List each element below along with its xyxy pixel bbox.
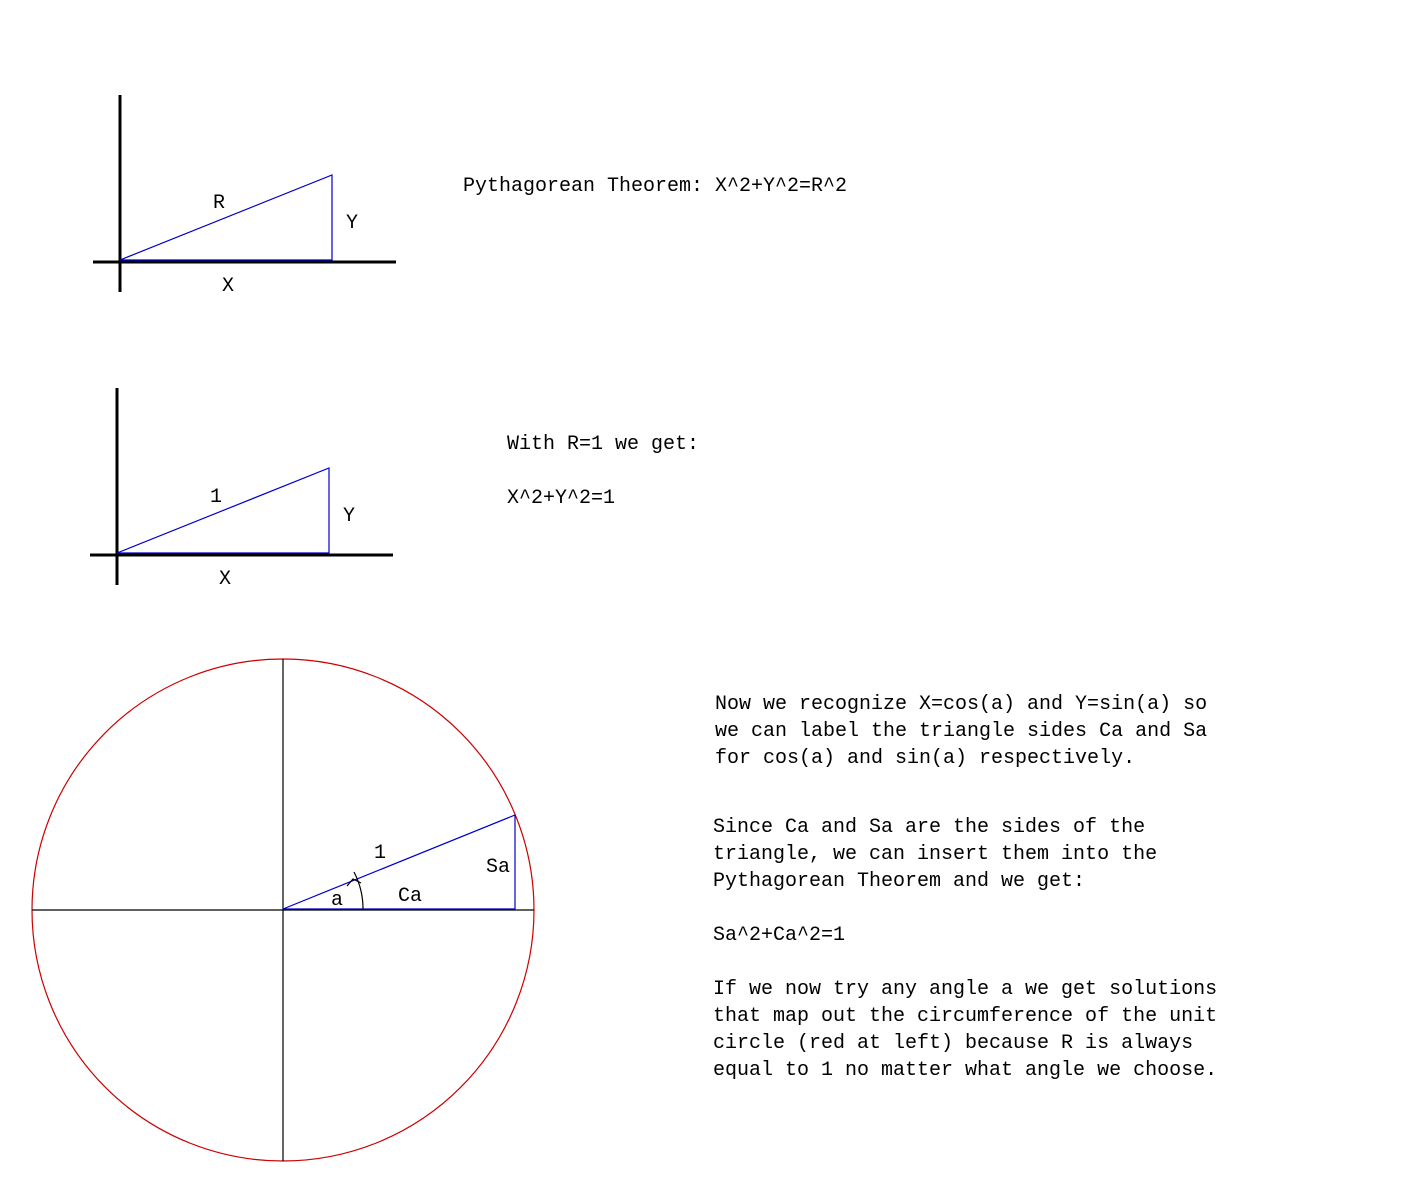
explanation-2-line-3: Pythagorean Theorem and we get: xyxy=(713,870,1086,893)
unit-equation-text: X^2+Y^2=1 xyxy=(507,487,616,510)
angle-label: a xyxy=(331,889,344,912)
diagram-1 xyxy=(93,95,396,298)
explanation-3-line-2: that map out the circumference of the unit xyxy=(713,1005,1218,1028)
diagram-1-triangle xyxy=(120,175,332,260)
diagram-2-adj-label: X xyxy=(219,568,232,591)
diagram-2-triangle xyxy=(117,468,329,553)
explanation-3-line-1: If we now try any angle a we get solutions xyxy=(713,978,1218,1001)
explanation-paragraph-1 xyxy=(715,691,1207,772)
sa-ca-equation: Sa^2+Ca^2=1 xyxy=(713,924,846,947)
diagram-2-opp-label: Y xyxy=(343,505,356,528)
explanation-1-line-2: we can label the triangle sides Ca and Sa xyxy=(715,720,1208,743)
unit-circle-hyp-label: 1 xyxy=(374,842,387,865)
with-r-equals-1-text: With R=1 we get: xyxy=(507,433,700,456)
explanation-paragraph-2 xyxy=(713,814,1157,895)
explanation-paragraph-3 xyxy=(713,976,1217,1084)
explanation-3-line-4: equal to 1 no matter what angle we choose. xyxy=(713,1059,1218,1082)
pythagorean-theorem-text: Pythagorean Theorem: X^2+Y^2=R^2 xyxy=(463,175,848,198)
diagram-2 xyxy=(90,388,393,591)
explanation-2-line-2: triangle, we can insert them into the xyxy=(713,843,1158,866)
diagram-1-adj-label: X xyxy=(222,275,235,298)
explanation-1-line-1: Now we recognize X=cos(a) and Y=sin(a) so xyxy=(715,693,1208,716)
unit-circle-diagram xyxy=(32,659,534,1161)
diagram-1-hyp-label: R xyxy=(213,192,226,215)
unit-circle-opp-label: Sa xyxy=(486,856,511,879)
diagram-1-opp-label: Y xyxy=(346,212,359,235)
diagram-2-hyp-label: 1 xyxy=(210,486,223,509)
explanation-3-line-3: circle (red at left) because R is always xyxy=(713,1032,1194,1055)
explanation-1-line-3: for cos(a) and sin(a) respectively. xyxy=(715,747,1136,770)
unit-circle-adj-label: Ca xyxy=(398,885,423,908)
explanation-2-line-1: Since Ca and Sa are the sides of the xyxy=(713,816,1146,839)
